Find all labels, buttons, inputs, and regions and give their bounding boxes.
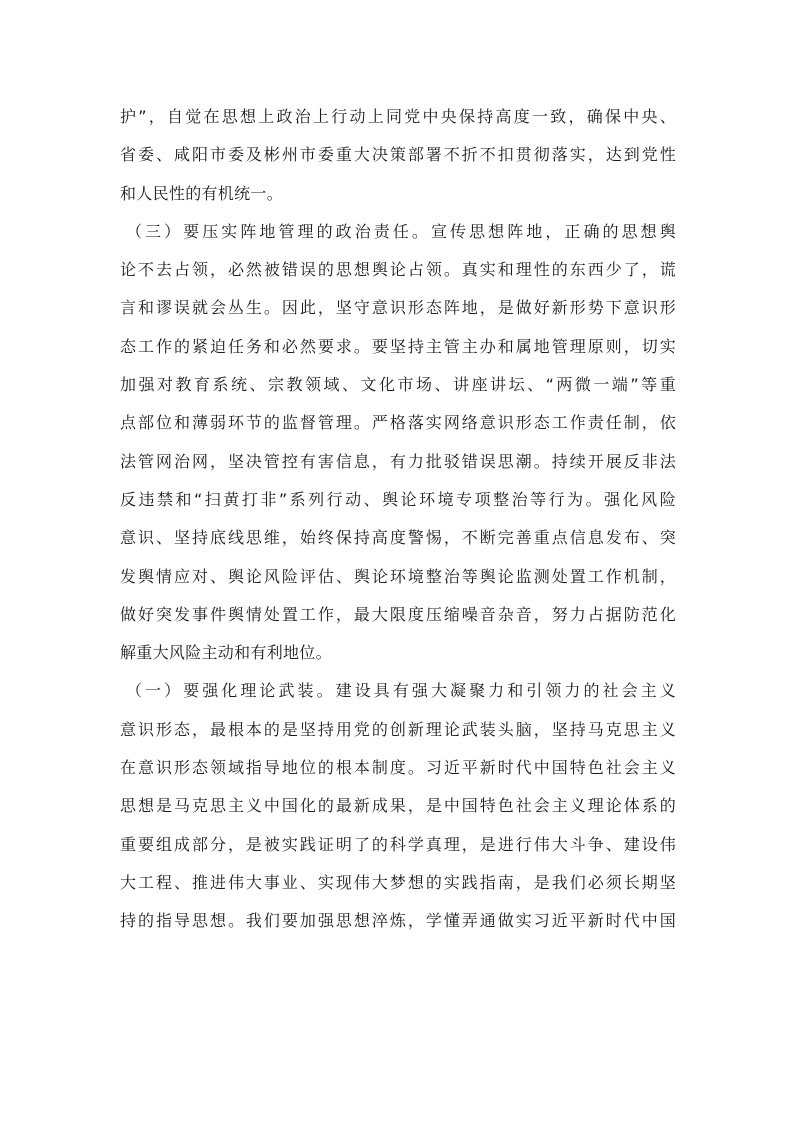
text-line: 在意识形态领域指导地位的根本制度。习近平新时代中国特色社会主义 bbox=[120, 758, 676, 778]
text-line: 发舆情应对、舆论风险评估、舆论环境整治等舆论监测处置工作机制， bbox=[120, 566, 676, 586]
text-line: 点部位和薄弱环节的监督管理。严格落实网络意识形态工作责任制，依 bbox=[120, 413, 676, 433]
text-line: 加强对教育系统、宗教领域、文化市场、讲座讲坛、“两微一端”等重 bbox=[120, 375, 676, 395]
text-line: 意识、坚持底线思维，始终保持高度警惕，不断完善重点信息发布、突 bbox=[120, 528, 676, 548]
text-line: 护”，自觉在思想上政治上行动上同党中央保持高度一致，确保中央、 bbox=[120, 107, 676, 126]
text-line: 反违禁和“扫黄打非”系列行动、舆论环境专项整治等行为。强化风险 bbox=[120, 489, 676, 509]
text-line: 思想是马克思主义中国化的最新成果，是中国特色社会主义理论体系的 bbox=[120, 796, 676, 816]
text-line: 大工程、推进伟大事业、实现伟大梦想的实践指南，是我们必须长期坚 bbox=[120, 872, 676, 892]
text-line: 重要组成部分，是被实践证明了的科学真理，是进行伟大斗争、建设伟 bbox=[120, 834, 676, 854]
text-line: 解重大风险主动和有利地位。 bbox=[120, 643, 332, 663]
text-line: 持的指导思想。我们要加强思想淬炼，学懂弄通做实习近平新时代中国 bbox=[120, 911, 676, 931]
text-line: 和人民性的有机统一。 bbox=[120, 183, 284, 203]
text-line: 省委、咸阳市委及彬州市委重大决策部署不折不扣贯彻落实，达到党性 bbox=[120, 145, 676, 165]
text-line: 态工作的紧迫任务和必然要求。要坚持主管主办和属地管理原则，切实 bbox=[120, 336, 676, 356]
text-line: 意识形态，最根本的是坚持用党的创新理论武装头脑，坚持马克思主义 bbox=[120, 719, 676, 739]
text-line: 论不去占领，必然被错误的思想舆论占领。真实和理性的东西少了，谎 bbox=[120, 260, 676, 280]
text-line: 法管网治网，坚决管控有害信息，有力批驳错误思潮。持续开展反非法 bbox=[120, 451, 676, 471]
section-heading-line: （一）要强化理论武装。建设具有强大凝聚力和引领力的社会主义 bbox=[126, 681, 676, 701]
section-heading-line: （三）要压实阵地管理的政治责任。宣传思想阵地，正确的思想舆 bbox=[126, 221, 676, 241]
text-line: 言和谬误就会丛生。因此，坚守意识形态阵地，是做好新形势下意识形 bbox=[120, 298, 676, 318]
document-body bbox=[120, 98, 676, 941]
text-line: 做好突发事件舆情处置工作，最大限度压缩噪音杂音，努力占据防范化 bbox=[120, 604, 676, 624]
